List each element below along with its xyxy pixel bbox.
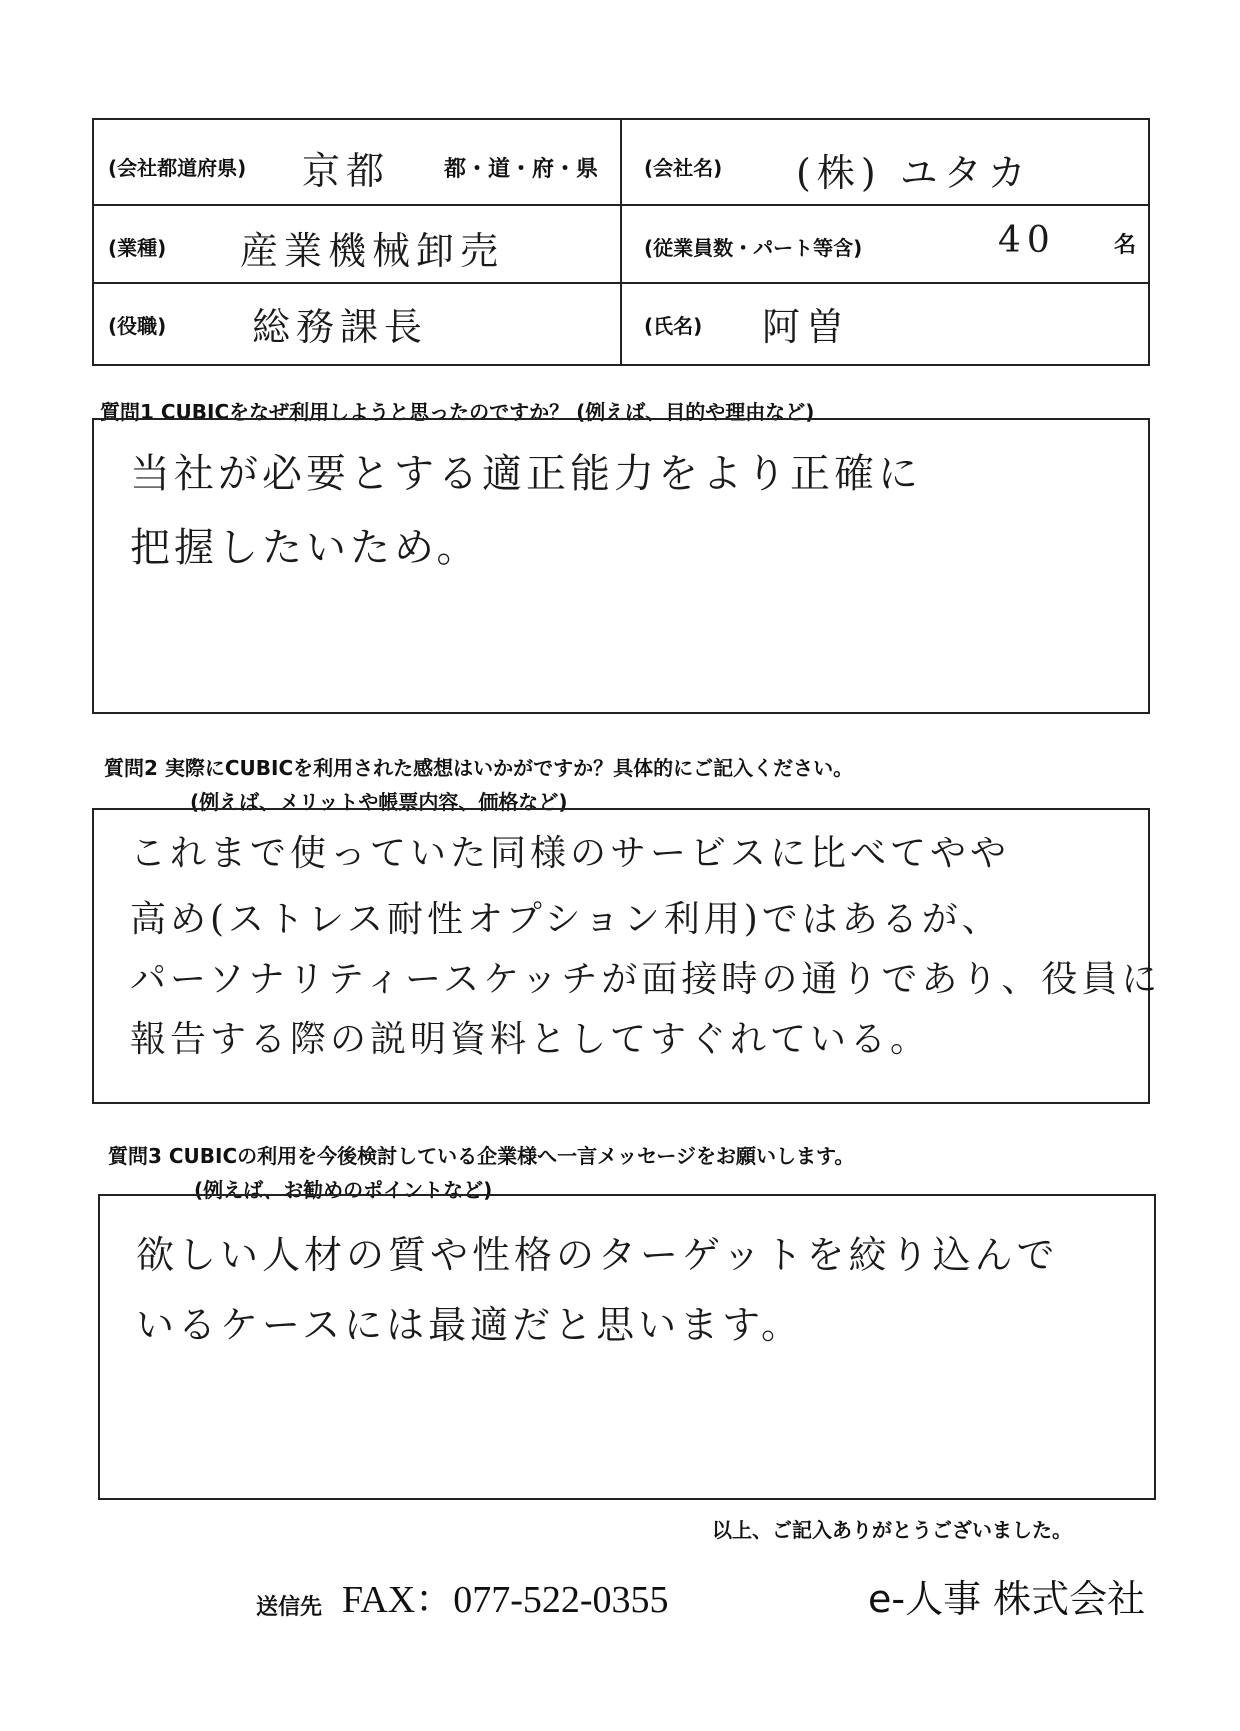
- answer-2-line: これまで使っていた同様のサービスに比べてやや: [130, 833, 1011, 874]
- question-2-subheader: (例えば、メリットや帳票内容、価格など): [190, 790, 568, 814]
- answer-2-line: パーソナリティースケッチが面接時の通りであり、役員に: [130, 959, 1162, 1000]
- employees-unit: 名: [1114, 233, 1137, 258]
- question-3-subheader: (例えば、お勧めのポイントなど): [194, 1178, 493, 1202]
- send-to-label: 送信先: [256, 1595, 323, 1620]
- prefecture-suffix: 都・道・府・県: [444, 157, 599, 182]
- answer-3-line: いるケースには最適だと思います。: [136, 1303, 804, 1347]
- closing-text: 以上、ご記入ありがとうございました。: [712, 1518, 1072, 1542]
- answer-2-line: 高め(ストレス耐性オプション利用)ではあるが、: [130, 899, 1002, 940]
- answer-box-3: [98, 1194, 1156, 1500]
- table-column-divider: [620, 120, 622, 364]
- name-value: 阿曽: [762, 305, 851, 349]
- company-name: e-人事 株式会社: [868, 1577, 1146, 1621]
- footer: [256, 1568, 1156, 1628]
- answer-1-line: 当社が必要とする適正能力をより正確に: [130, 451, 922, 497]
- fax-number: FAX：077-522-0355: [342, 1579, 669, 1621]
- position-label: (役職): [108, 314, 167, 338]
- info-table: [92, 118, 1150, 366]
- answer-box-2: [92, 808, 1162, 1104]
- answer-2-line: 報告する際の説明資料としてすぐれている。: [130, 1019, 931, 1060]
- question-3-header: 質問3 CUBICの利用を今後検討している企業様へ一言メッセージをお願いします。: [108, 1144, 855, 1168]
- question-2-header: 質問2 実際にCUBICを利用された感想はいかがですか？具体的にご記入ください。: [104, 756, 854, 780]
- position-value: 総務課長: [252, 305, 429, 349]
- prefecture-label: (会社都道府県): [108, 156, 247, 180]
- company-label: (会社名): [644, 156, 723, 180]
- answer-box-1: [92, 418, 1150, 714]
- question-1-header: 質問1 CUBICをなぜ利用しようと思ったのですか？ (例えば、目的や理由など): [100, 400, 815, 424]
- prefecture-value: 京都: [302, 149, 391, 193]
- company-value: (株) ユタカ: [796, 151, 1032, 195]
- industry-label: (業種): [108, 236, 167, 260]
- industry-value: 産業機械卸売: [240, 229, 505, 273]
- employees-value: 40: [998, 220, 1056, 261]
- name-label: (氏名): [644, 314, 703, 338]
- employees-label: (従業員数・パート等含): [644, 236, 863, 260]
- answer-3-line: 欲しい人材の質や性格のターゲットを絞り込んで: [136, 1233, 1059, 1277]
- answer-1-line: 把握したいため。: [130, 525, 481, 571]
